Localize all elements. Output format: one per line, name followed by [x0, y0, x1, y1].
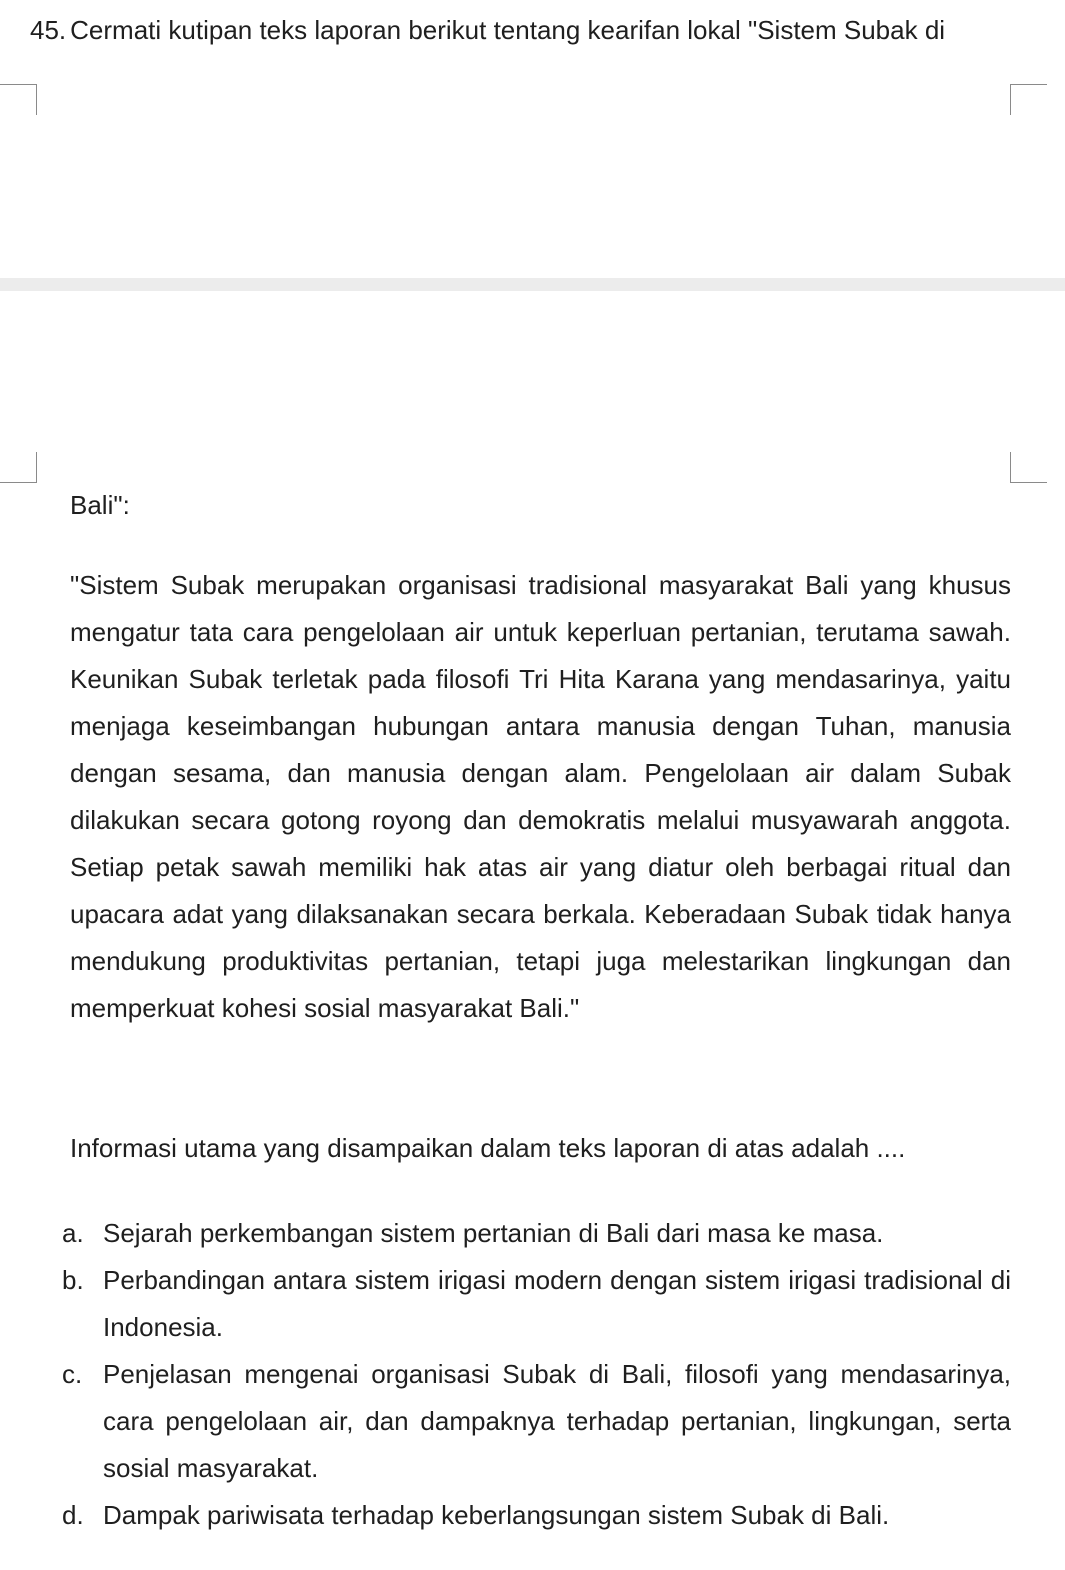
option-letter: b.	[62, 1265, 84, 1295]
question-prompt: Informasi utama yang disampaikan dalam teks laporan di atas adalah ....	[70, 1133, 906, 1163]
option-text: Perbandingan antara sistem irigasi modern dengan sistem irigasi tradisional di Indonesia.	[103, 1265, 1011, 1342]
page-corner-mark-bottom-left	[0, 452, 37, 483]
question-number: 45.	[30, 15, 67, 45]
question-intro-line2: Bali":	[70, 490, 130, 520]
page-corner-mark-top-left	[0, 84, 37, 115]
question-intro-line1: Cermati kutipan teks laporan berikut tentang kearifan lokal "Sistem Subak di	[70, 15, 946, 45]
question-header	[30, 13, 945, 47]
report-excerpt: "Sistem Subak merupakan organisasi tradisional masyarakat Bali yang khusus mengatur tata cara pengelolaan air untuk keperluan pertanian, terutama sawah. Keunikan Subak terletak pada filosofi Tri Hita Karana yang mendasarinya, yaitu menjaga keseimbangan hubungan antara manusia dengan Tuhan, manusia dengan sesama, dan manusia dengan alam. Pengelolaan air dalam Subak dilakukan secara gotong royong dan demokratis melalui musyawarah anggota. Setiap petak sawah memiliki hak atas air yang diatur oleh berbagai ritual dan upacara adat yang dilaksanakan secara berkala. Keberadaan Subak tidak hanya mendukung produktivitas pertanian, tetapi juga melestarikan lingkungan dan memperkuat kohesi sosial masyarakat Bali."	[70, 570, 1011, 1023]
option-text: Dampak pariwisata terhadap keberlangsungan sistem Subak di Bali.	[103, 1500, 890, 1530]
answer-option-c[interactable]	[62, 1351, 1011, 1492]
option-text: Penjelasan mengenai organisasi Subak di Bali, filosofi yang mendasarinya, cara pengelolaan air, dan dampaknya terhadap pertanian, lingkungan, serta sosial masyarakat.	[103, 1359, 1011, 1483]
answer-option-a[interactable]	[62, 1210, 1011, 1257]
answer-options	[62, 1210, 1011, 1539]
option-letter: c.	[62, 1359, 83, 1389]
option-letter: a.	[62, 1218, 84, 1248]
answer-option-b[interactable]	[62, 1257, 1011, 1351]
answer-option-d[interactable]	[62, 1492, 1011, 1539]
option-letter: d.	[62, 1500, 84, 1530]
page-break-separator	[0, 278, 1065, 291]
page-corner-mark-top-right	[1010, 84, 1047, 115]
option-text: Sejarah perkembangan sistem pertanian di Bali dari masa ke masa.	[103, 1218, 884, 1248]
page-corner-mark-bottom-right	[1010, 452, 1047, 483]
